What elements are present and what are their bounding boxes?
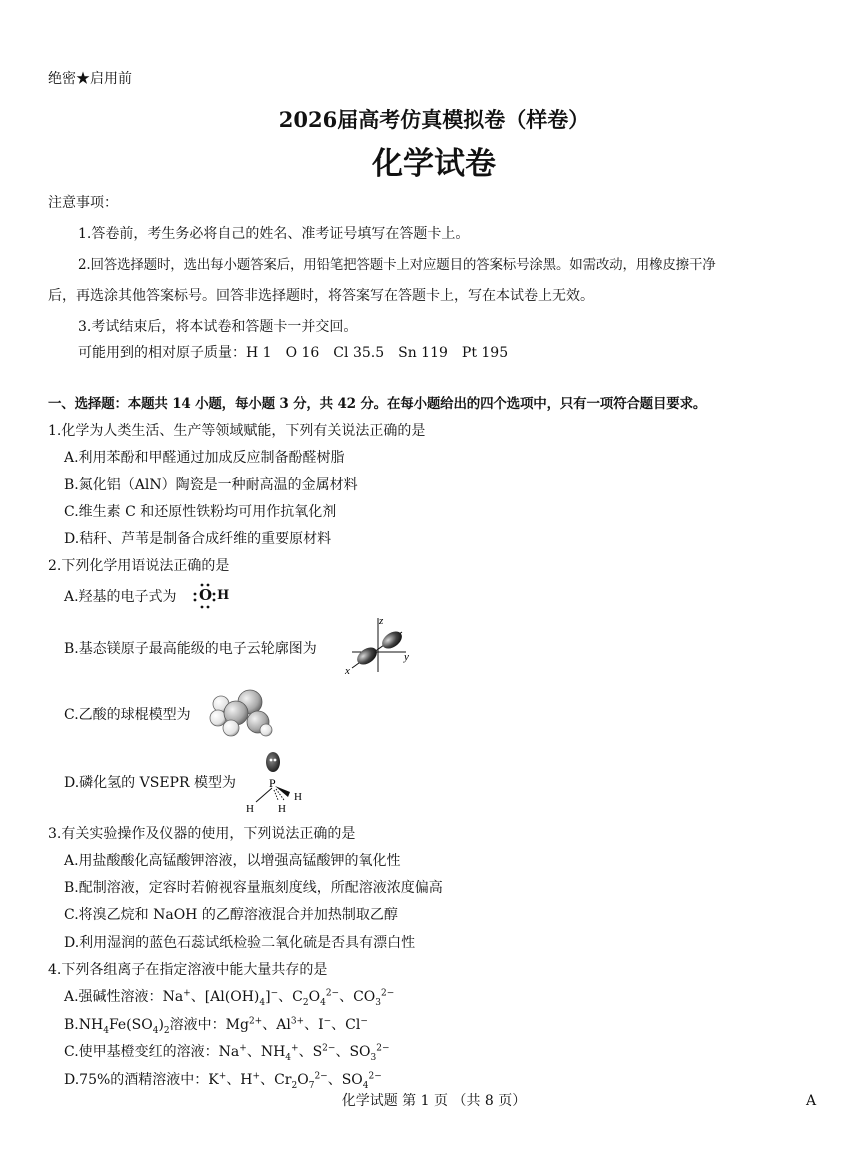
q4-stem: 4.下列各组离子在指定溶液中能大量共存的是 <box>48 962 328 978</box>
q1-option-c: C.维生素 C 和还原性铁粉均可用作抗氧化剂 <box>64 504 337 520</box>
axis-y-label: y <box>404 651 409 663</box>
p-orbital-icon <box>342 612 422 678</box>
q1-option-b: B.氮化铝（AlN）陶瓷是一种耐高温的金属材料 <box>64 477 358 493</box>
exam-title: 2026届高考仿真模拟卷（样卷） <box>278 107 590 132</box>
q3-stem: 3.有关实验操作及仪器的使用，下列说法正确的是 <box>48 826 356 842</box>
q2-stem: 2.下列化学用语说法正确的是 <box>48 558 230 574</box>
hydroxyl-electron-formula <box>193 583 233 609</box>
notice-item-3: 3.考试结束后，将本试卷和答题卡一并交回。 <box>78 319 358 335</box>
q3-option-c: C.将溴乙烷和 NaOH 的乙醇溶液混合并加热制取乙醇 <box>64 907 398 923</box>
electron-dots-icon <box>193 583 233 609</box>
phosphine-vsepr-model <box>244 748 308 818</box>
axis-x-label: x <box>345 665 350 677</box>
notice-item-2-line-1: 2.回答选择题时，选出每小题答案后，用铅笔把答题卡上对应题目的答案标号涂黑。如需改动，用橡皮擦干净 <box>78 257 716 273</box>
page-footer: 化学试题 第 1 页 （共 8 页） <box>341 1093 527 1109</box>
phosphorus-label: P <box>269 776 276 790</box>
q4-option-c: C.使甲基橙变红的溶液：Na+、$NH_4^+$、$S^{2-}$、$SO_3^{2-}$ <box>64 1043 390 1063</box>
q4-option-b-label: 溶液中： <box>169 1017 226 1033</box>
q4-option-a: A.强碱性溶液：Na+、$[Al(OH)_4]^-$、$C_2O_4^{2-}$、$CO_3^{2-}$ <box>64 988 395 1008</box>
q4-option-d-label: D.75%的酒精溶液中： <box>64 1072 209 1088</box>
acetic-acid-ball-stick-model <box>206 688 272 738</box>
p-orbital-diagram <box>342 612 422 678</box>
q1-option-d: D.秸秆、芦苇是制备合成纤维的重要原材料 <box>64 531 332 547</box>
q3-option-a: A.用盐酸酸化高锰酸钾溶液，以增强高锰酸钾的氧化性 <box>64 853 401 869</box>
q4-option-a-label: A.强碱性溶液： <box>64 989 163 1005</box>
q2-option-d: D.磷化氢的 VSEPR 模型为 <box>64 775 236 791</box>
notice-heading: 注意事项： <box>48 195 118 211</box>
q3-option-d: D.利用湿润的蓝色石蕊试纸检验二氧化硫是否具有漂白性 <box>64 935 416 951</box>
q2-option-b: B.基态镁原子最高能级的电子云轮廓图为 <box>64 641 317 657</box>
paper-version: A <box>806 1093 817 1109</box>
section-heading: 一、选择题：本题共 14 小题，每小题 3 分，共 42 分。在每小题给出的四个选项中，只有一项符合题目要求。 <box>48 396 707 412</box>
q1-option-a: A.利用苯酚和甲醛通过加成反应制备酚醛树脂 <box>64 450 345 466</box>
q4-option-c-label: C.使甲基橙变红的溶液： <box>64 1044 219 1060</box>
notice-item-2-line-2: 后，再选涂其他答案标号。回答非选择题时，将答案写在答题卡上，写在本试卷上无效。 <box>48 288 594 304</box>
confidential-label: 绝密★启用前 <box>48 71 132 87</box>
subject-title: 化学试卷 <box>372 146 496 182</box>
hydrogen-label-3: H <box>294 791 302 803</box>
vsepr-model-icon <box>244 748 308 818</box>
axis-z-label: z <box>379 615 384 627</box>
formula-hydrogen: H <box>217 588 230 603</box>
formula-oxygen: O <box>199 586 213 604</box>
q4-option-d: D.75%的酒精溶液中：K+、H+、$Cr_2O_7^{2-}$、$SO_4^{2-}$ <box>64 1071 382 1091</box>
hydrogen-label-1: H <box>246 803 254 815</box>
q2-option-c: C.乙酸的球棍模型为 <box>64 707 191 723</box>
q2-option-a: A.羟基的电子式为 <box>64 589 177 605</box>
notice-item-1: 1.答卷前，考生务必将自己的姓名、准考证号填写在答题卡上。 <box>78 226 470 242</box>
ball-stick-model-icon <box>206 688 272 738</box>
q1-stem: 1.化学为人类生活、生产等领域赋能，下列有关说法正确的是 <box>48 423 426 439</box>
atomic-mass-line: 可能用到的相对原子质量：H 1 O 16 Cl 35.5 Sn 119 Pt 195 <box>78 345 509 361</box>
q3-option-b: B.配制溶液，定容时若俯视容量瓶刻度线，所配溶液浓度偏高 <box>64 880 443 896</box>
q4-option-b: $B.NH_4Fe(SO_4)_2$溶液中：$Mg^{2+}$、$Al^{3+}$、I−、Cl− <box>64 1016 368 1036</box>
hydrogen-label-2: H <box>278 803 286 815</box>
